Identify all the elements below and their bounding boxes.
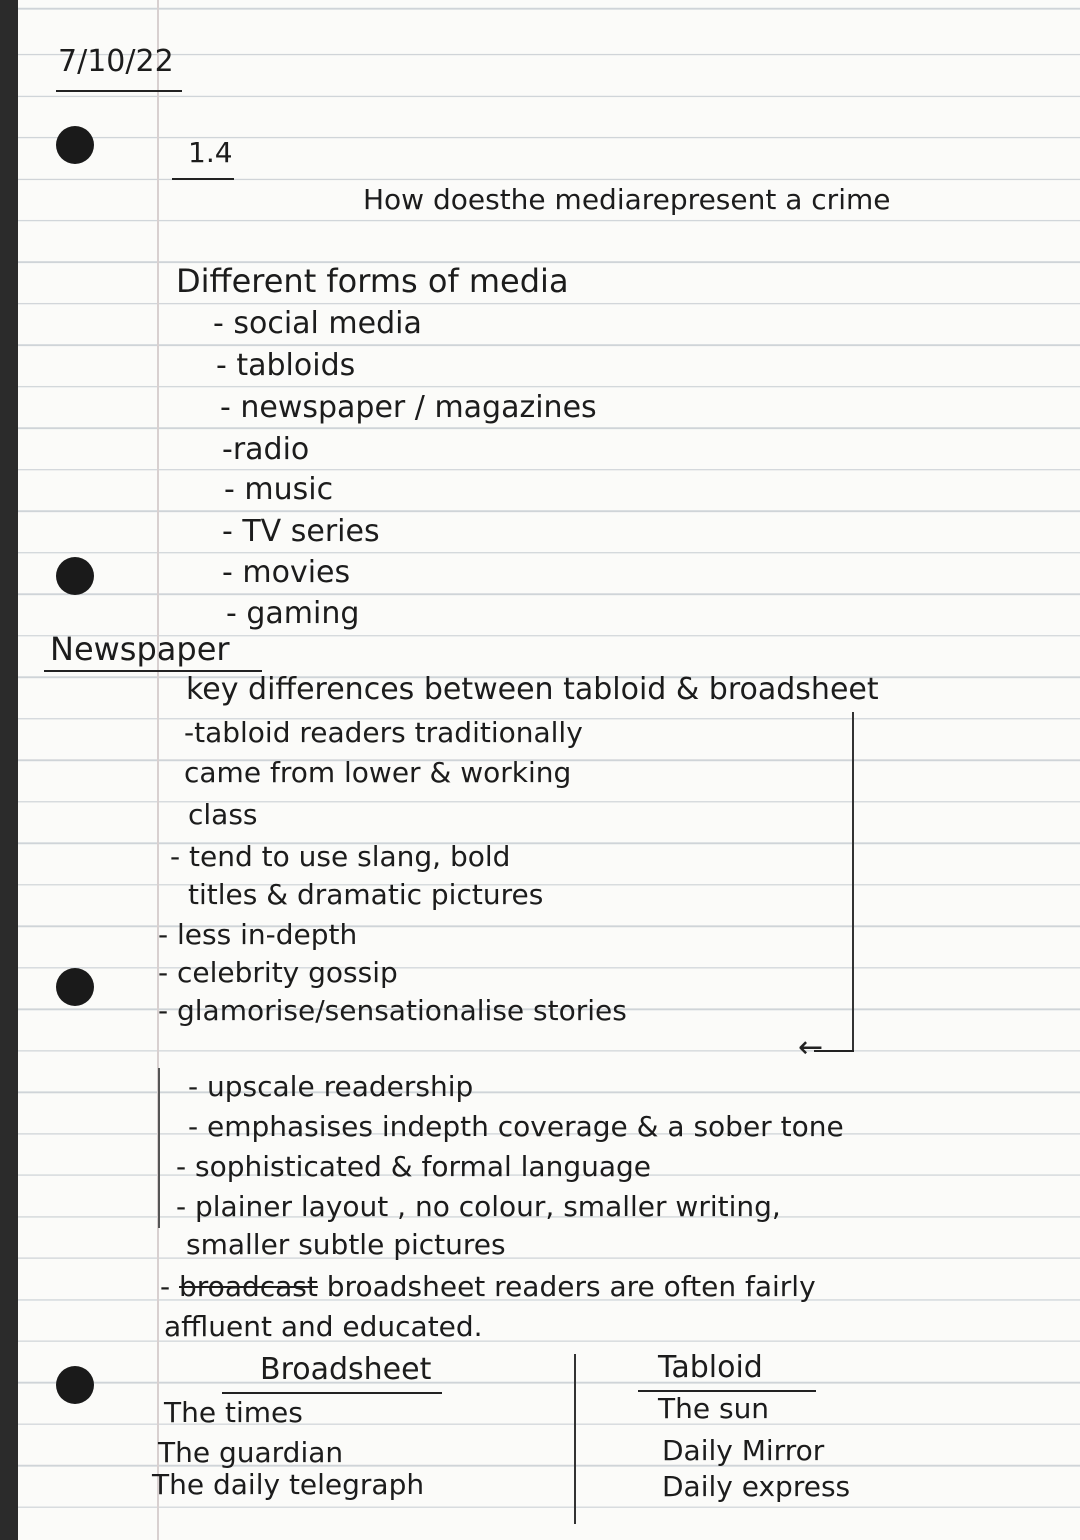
list-item: - tabloids <box>216 348 356 383</box>
list-item: - glamorise/sensationalise stories <box>158 994 627 1027</box>
list-item: - less in-depth <box>158 918 358 951</box>
list-item: - emphasises indepth coverage & a sober tone <box>188 1110 844 1143</box>
punch-hole <box>56 1366 94 1404</box>
tabloid-header: Tabloid <box>658 1350 763 1385</box>
broadsheet-header: Broadsheet <box>260 1352 432 1387</box>
list-item: class <box>188 798 258 831</box>
page-heading: How doesthe mediarepresent a crime <box>363 183 891 216</box>
list-item: -tabloid readers traditionally <box>184 716 583 749</box>
list-item: affluent and educated. <box>164 1310 483 1343</box>
broadsheet-margin-dash <box>158 1068 160 1228</box>
list-item: - plainer layout , no colour, smaller writing, <box>176 1190 781 1223</box>
arrow-left-icon: ← <box>798 1030 824 1065</box>
list-item-text: broadsheet readers are often fairly <box>326 1270 816 1303</box>
list-item: - newspaper / magazines <box>220 390 597 425</box>
tabloid-paper: The sun <box>658 1392 770 1425</box>
date-underline <box>56 90 182 92</box>
bracket-line <box>852 712 854 1052</box>
table-divider <box>574 1354 576 1524</box>
list-item: - gaming <box>226 596 360 631</box>
list-item: - movies <box>222 555 351 590</box>
list-item <box>160 1270 816 1303</box>
margin-line <box>157 0 159 1540</box>
list-item: - music <box>224 472 334 507</box>
list-item: - upscale readership <box>188 1070 474 1103</box>
crossed-out-word: broadcast <box>179 1270 318 1303</box>
list-item: -radio <box>222 432 310 467</box>
broadsheet-header-underline <box>222 1392 442 1394</box>
list-item: - TV series <box>222 514 380 549</box>
newspaper-subtitle: key differences between tabloid & broadsheet <box>186 672 879 707</box>
list-item: - celebrity gossip <box>158 956 398 989</box>
broadsheet-paper: The guardian <box>158 1436 344 1469</box>
punch-hole <box>56 557 94 595</box>
newspaper-label: Newspaper <box>50 630 230 668</box>
punch-hole <box>56 968 94 1006</box>
date: 7/10/22 <box>58 44 174 79</box>
punch-hole <box>56 126 94 164</box>
list-item: smaller subtle pictures <box>186 1228 506 1261</box>
list-item: - tend to use slang, bold <box>170 840 511 873</box>
lesson-number-underline <box>172 178 234 180</box>
media-forms-title: Different forms of media <box>176 262 569 300</box>
list-item: titles & dramatic pictures <box>188 878 544 911</box>
broadsheet-paper: The times <box>164 1396 303 1429</box>
lesson-number: 1.4 <box>188 136 233 169</box>
tabloid-paper: Daily express <box>662 1470 851 1503</box>
tabloid-paper: Daily Mirror <box>662 1434 825 1467</box>
list-item: - sophisticated & formal language <box>176 1150 652 1183</box>
list-item: came from lower & working <box>184 756 572 789</box>
dash: - <box>160 1270 171 1303</box>
notebook-page <box>18 0 1080 1540</box>
broadsheet-paper: The daily telegraph <box>152 1468 425 1501</box>
list-item: - social media <box>213 306 422 341</box>
